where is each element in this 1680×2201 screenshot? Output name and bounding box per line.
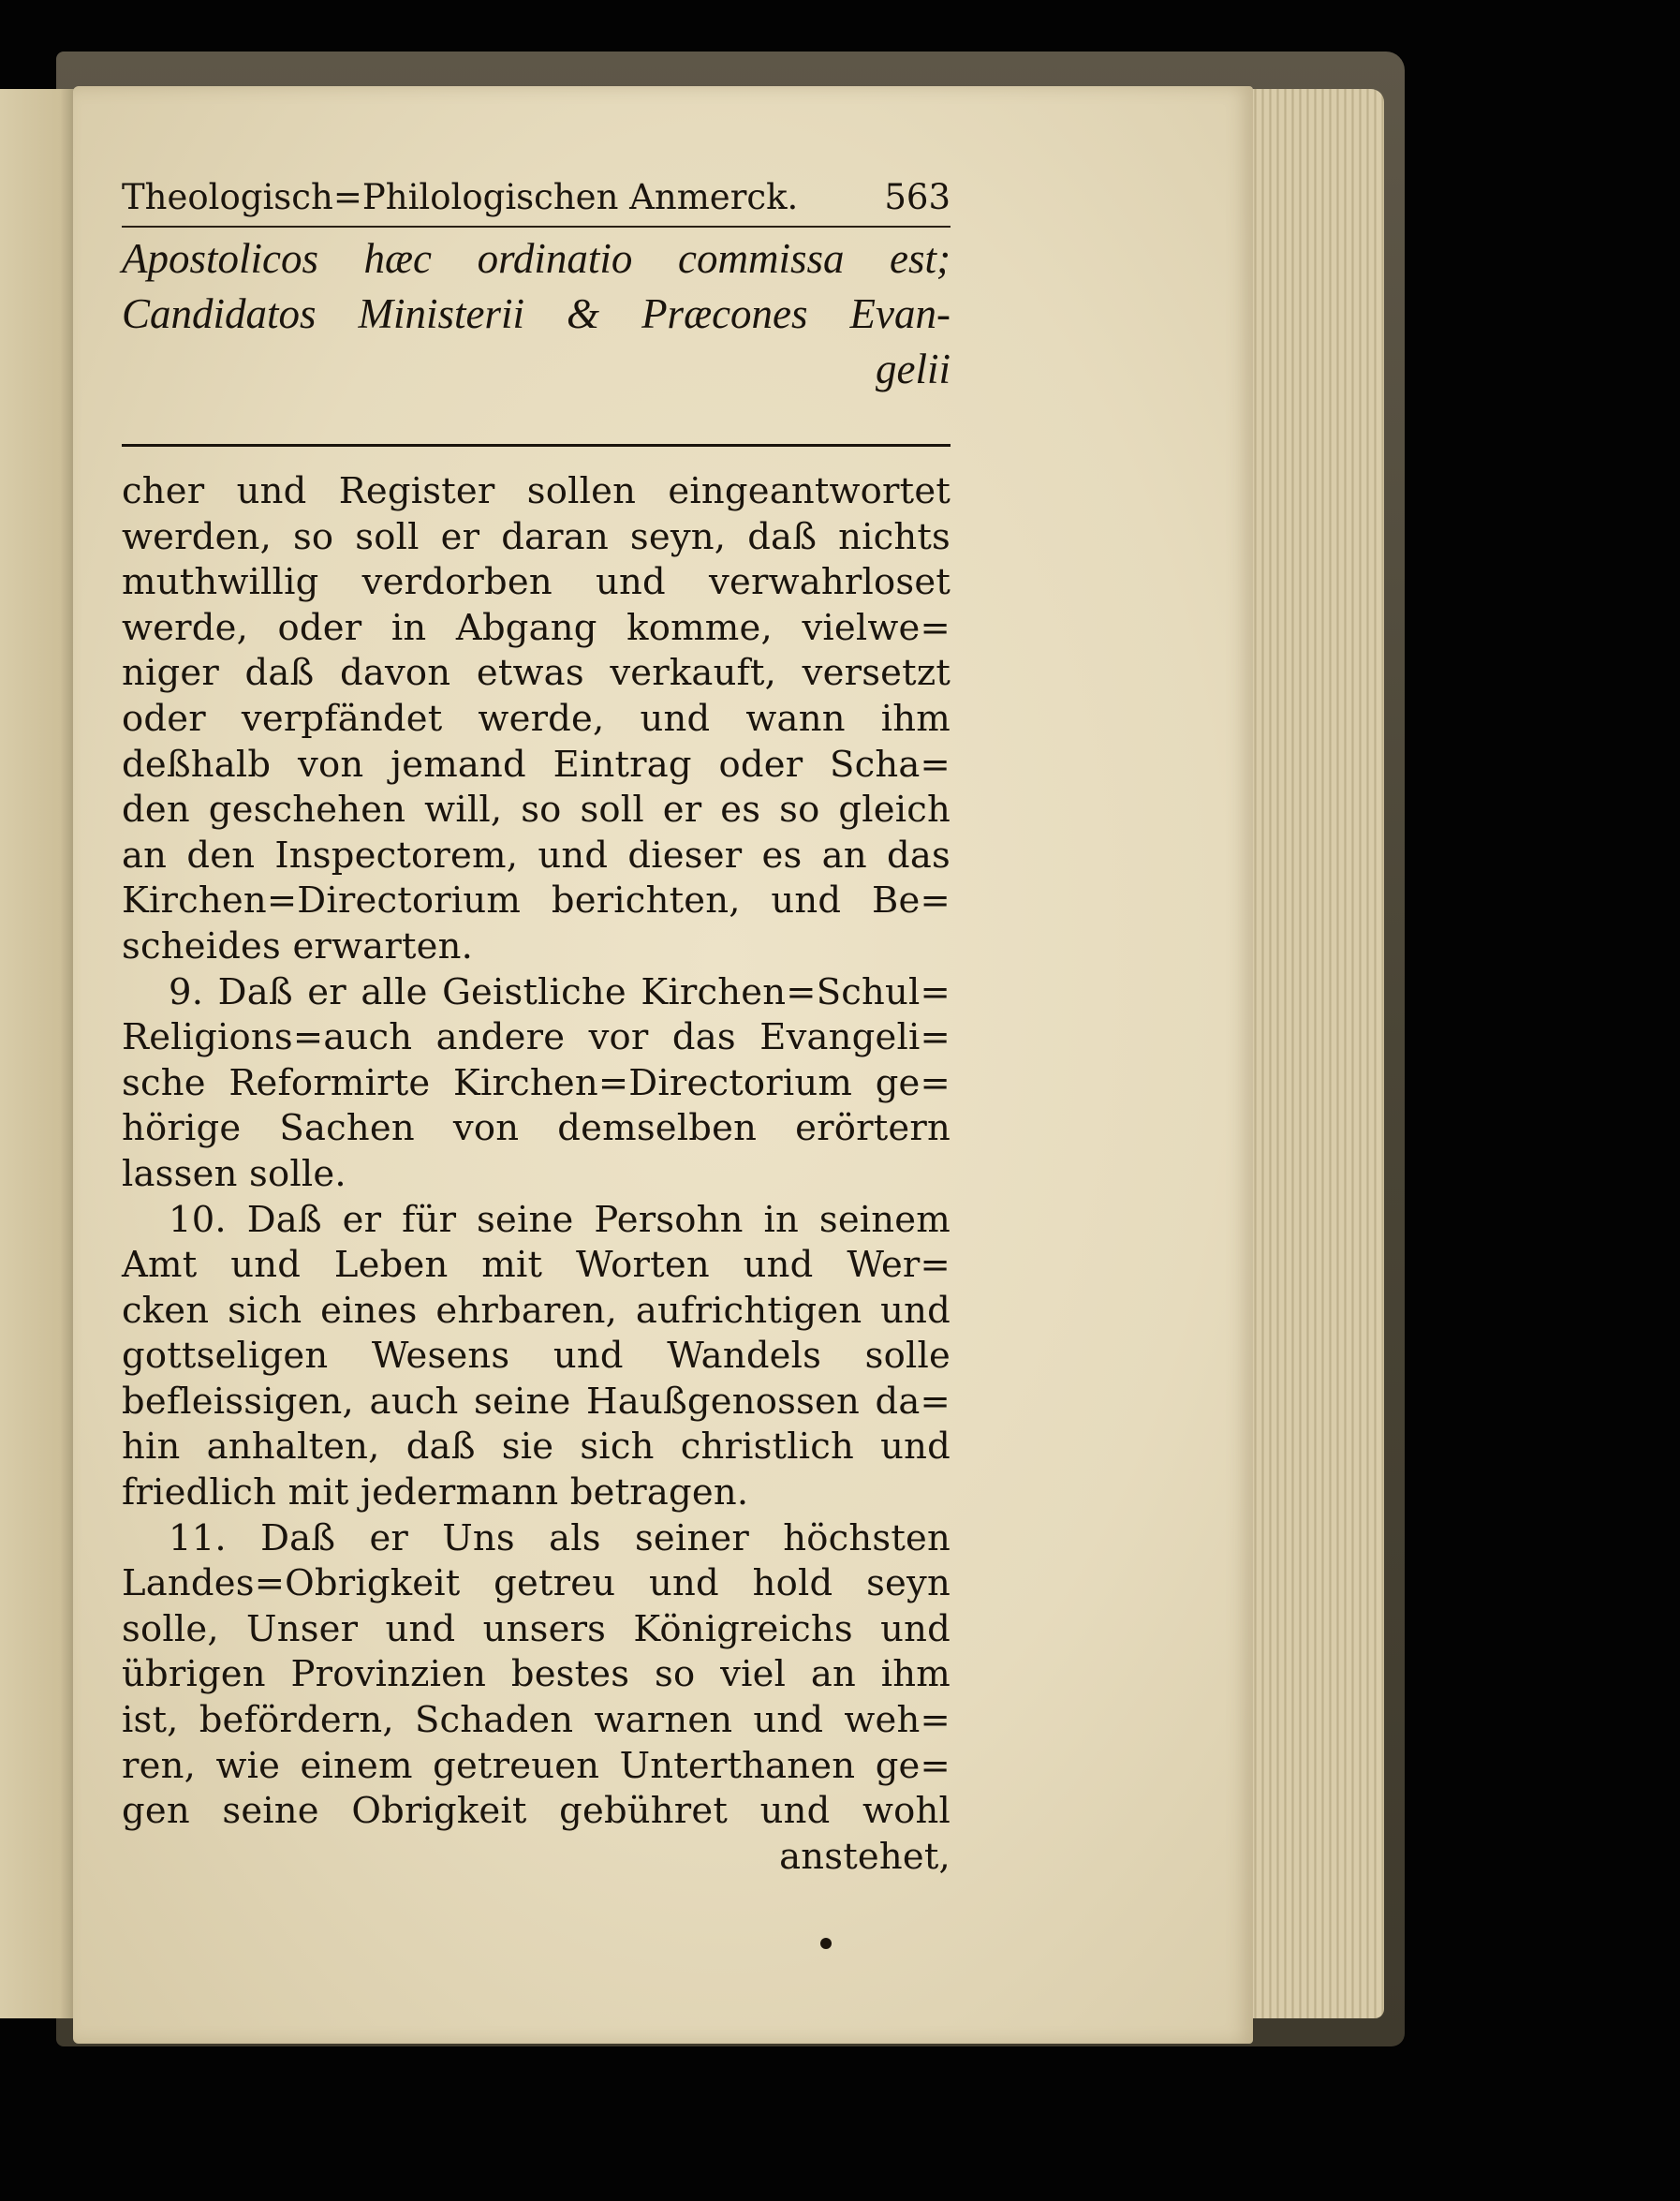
page-stack-edges <box>1234 89 1384 2018</box>
footnote-line: Candidatos Ministerii & Præcones Evan- <box>122 290 951 337</box>
footnote-line: Apostolicos hæc ordinatio commissa est; <box>122 235 951 282</box>
text-line: übrigen Provinzien bestes so viel an ihm <box>122 1653 951 1696</box>
page-number: 563 <box>884 177 951 217</box>
footnote-rule <box>122 444 951 451</box>
running-head <box>122 173 951 228</box>
text-line: hörige Sachen von demselben erörtern <box>122 1107 951 1150</box>
text-line: Amt und Leben mit Worten und Wer= <box>122 1244 951 1287</box>
text-line: 11. Daß er Uns als seiner höchsten <box>169 1516 951 1559</box>
text-line: niger daß davon etwas verkauft, versetzt <box>122 652 951 695</box>
text-line: 10. Daß er für seine Persohn in seinem <box>169 1198 951 1241</box>
catchword: anstehet, <box>779 1835 951 1878</box>
text-line: gottseligen Wesens und Wandels solle <box>122 1335 951 1378</box>
ink-spot <box>820 1938 832 1949</box>
text-line: solle, Unser und unsers Königreichs und <box>122 1607 951 1650</box>
text-line: hin anhalten, daß sie sich christlich und <box>122 1425 951 1469</box>
text-line: an den Inspectorem, und dieser es an das <box>122 834 951 877</box>
body-text <box>122 469 951 1880</box>
text-line: den geschehen will, so soll er es so gleich <box>122 789 951 832</box>
text-line: ist, befördern, Schaden warnen und weh= <box>122 1699 951 1742</box>
footnote-line: gelii <box>876 346 951 392</box>
text-line: lassen solle. <box>122 1152 346 1195</box>
text-line: muthwillig verdorben und verwahrloset <box>122 561 951 604</box>
text-line: Kirchen=Directorium berichten, und Be= <box>122 879 951 923</box>
text-line: befleissigen, auch seine Haußgenossen da= <box>122 1380 951 1423</box>
text-line: friedlich mit jedermann betragen. <box>122 1471 749 1514</box>
running-head-title: Theologisch=Philologischen Anmerck. <box>122 177 799 217</box>
text-line: gen seine Obrigkeit gebühret und wohl <box>122 1790 951 1833</box>
text-line: Landes=Obrigkeit getreu und hold seyn <box>122 1562 951 1605</box>
text-line: oder verpfändet werde, und wann ihm <box>122 697 951 740</box>
text-line: 9. Daß er alle Geistliche Kirchen=Schul= <box>169 970 951 1013</box>
footnote-latin <box>122 231 951 397</box>
text-line: werde, oder in Abgang komme, vielwe= <box>122 606 951 649</box>
text-line: sche Reformirte Kirchen=Directorium ge= <box>122 1061 951 1104</box>
text-line: werden, so soll er daran seyn, daß nichts <box>122 515 951 558</box>
text-line: ren, wie einem getreuen Unterthanen ge= <box>122 1744 951 1787</box>
text-line: deßhalb von jemand Eintrag oder Scha= <box>122 743 951 786</box>
text-line: Religions=auch andere vor das Evangeli= <box>122 1016 951 1059</box>
text-line: cher und Register sollen eingeantwortet <box>122 470 951 512</box>
text-line: cken sich eines ehrbaren, aufrichtigen und <box>122 1289 951 1332</box>
text-line: scheides erwarten. <box>122 924 474 968</box>
page-content <box>122 173 951 1880</box>
